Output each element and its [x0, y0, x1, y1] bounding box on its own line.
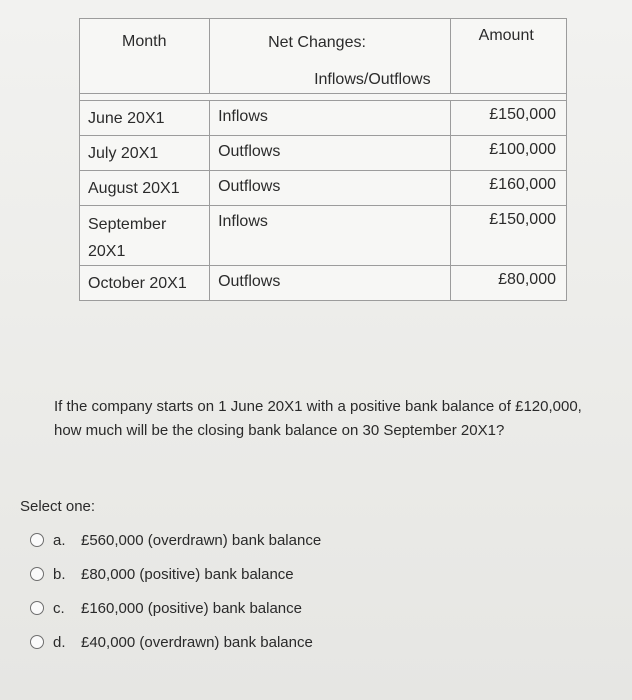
table-row: [80, 101, 567, 136]
header-month-label: Month: [122, 33, 167, 50]
header-month: [80, 19, 210, 94]
radio-button-a[interactable]: [30, 533, 44, 547]
question-text: [54, 395, 632, 443]
cell-amount: [450, 206, 566, 266]
radio-button-d[interactable]: [30, 635, 44, 649]
amount-text: £80,000: [498, 271, 556, 288]
month-line2: 20X1: [88, 243, 126, 260]
cell-flow: [210, 171, 451, 206]
spacer-cell: [80, 94, 567, 101]
option-letter: a.: [53, 531, 66, 549]
amount-text: £150,000: [489, 106, 556, 123]
cell-flow: [210, 206, 451, 266]
table-row: [80, 266, 567, 301]
amount-text: £150,000: [489, 211, 556, 228]
table-row: [80, 206, 567, 266]
cell-amount: [450, 101, 566, 136]
table-header-row: [80, 19, 567, 94]
question-line1: If the company starts on 1 June 20X1 with a positive bank balance of £120,000,: [54, 398, 582, 415]
flow-text: Outflows: [218, 273, 281, 290]
option-letter: d.: [53, 633, 66, 651]
table-spacer: [80, 94, 567, 101]
option-text[interactable]: £160,000 (positive) bank balance: [81, 599, 302, 617]
cell-month: [80, 266, 210, 301]
flow-text: Outflows: [218, 143, 281, 160]
month-text: October 20X1: [88, 275, 187, 292]
answer-options: [30, 523, 321, 659]
option-b[interactable]: [30, 557, 321, 591]
header-amount: [450, 19, 566, 94]
month-text: July 20X1: [88, 145, 159, 162]
cell-flow: [210, 101, 451, 136]
header-net-line1: Net Changes:: [268, 34, 366, 51]
cell-flow: [210, 266, 451, 301]
cell-month: [80, 171, 210, 206]
option-a[interactable]: [30, 523, 321, 557]
radio-button-c[interactable]: [30, 601, 44, 615]
cell-amount: [450, 171, 566, 206]
month-text: August 20X1: [88, 180, 180, 197]
table-row: [80, 136, 567, 171]
header-amount-label: Amount: [478, 27, 534, 44]
cell-amount: [450, 266, 566, 301]
cell-month: [80, 101, 210, 136]
option-c[interactable]: [30, 591, 321, 625]
option-text[interactable]: £40,000 (overdrawn) bank balance: [81, 633, 313, 651]
cell-month: [80, 206, 210, 266]
option-text[interactable]: £80,000 (positive) bank balance: [81, 565, 294, 583]
header-net-line2: Inflows/Outflows: [314, 71, 431, 88]
flow-text: Inflows: [218, 108, 268, 125]
table-row: [80, 171, 567, 206]
option-d[interactable]: [30, 625, 321, 659]
cash-flow-table: [79, 18, 567, 301]
amount-text: £160,000: [489, 176, 556, 193]
month-text: [80, 206, 209, 265]
select-one-label: Select one:: [20, 498, 96, 515]
option-text[interactable]: £560,000 (overdrawn) bank balance: [81, 531, 322, 549]
cell-amount: [450, 136, 566, 171]
flow-text: Inflows: [218, 213, 268, 230]
amount-text: £100,000: [489, 141, 556, 158]
month-line1: September: [88, 216, 167, 233]
month-text: June 20X1: [88, 110, 165, 127]
header-net-changes: [210, 19, 451, 94]
cell-month: [80, 136, 210, 171]
question-line2: how much will be the closing bank balance on 30 September 20X1?: [54, 422, 505, 439]
cell-flow: [210, 136, 451, 171]
option-letter: b.: [53, 565, 66, 583]
flow-text: Outflows: [218, 178, 281, 195]
header-net-changes-label: [210, 19, 450, 93]
option-letter: c.: [53, 599, 65, 617]
radio-button-b[interactable]: [30, 567, 44, 581]
